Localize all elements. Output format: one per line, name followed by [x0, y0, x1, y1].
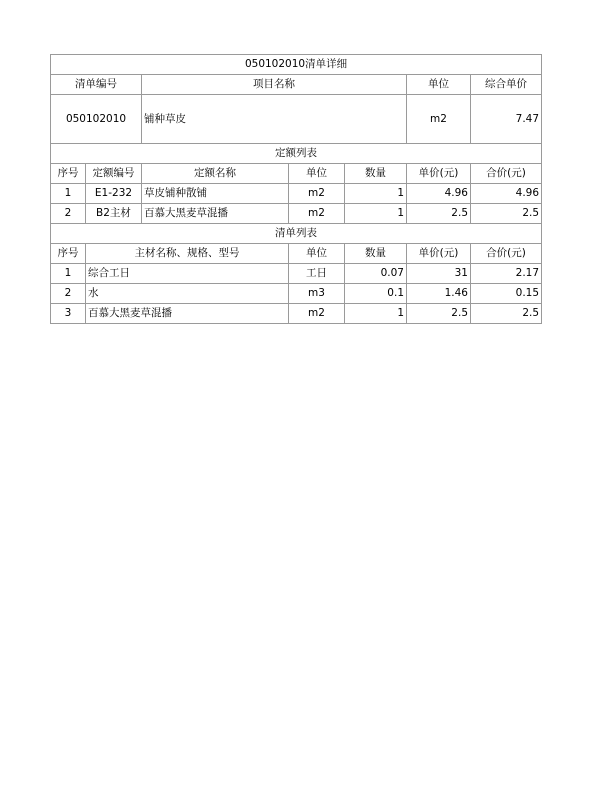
bill-detail-table	[50, 54, 542, 324]
column-header: 序号	[51, 244, 86, 264]
column-header: 单位	[289, 244, 345, 264]
cell-index: 1	[51, 184, 86, 204]
bill-header-row	[51, 75, 542, 95]
table-row	[51, 304, 542, 324]
cell-quantity: 1	[345, 304, 407, 324]
cell-total-price: 2.5	[471, 304, 542, 324]
cell-quota-name: 草皮铺种散铺	[142, 184, 289, 204]
cell-material-name: 水	[86, 284, 289, 304]
cell-quantity: 1	[345, 184, 407, 204]
cell-material-name: 百慕大黑麦草混播	[86, 304, 289, 324]
material-section-title: 清单列表	[51, 224, 542, 244]
cell-unit-price: 1.46	[407, 284, 471, 304]
cell-unit-price: 4.96	[407, 184, 471, 204]
column-header: 数量	[345, 244, 407, 264]
item-name-header: 项目名称	[142, 75, 407, 95]
cell-quantity: 1	[345, 204, 407, 224]
cell-unit: 工日	[289, 264, 345, 284]
column-header: 数量	[345, 164, 407, 184]
table-title: 050102010清单详细	[51, 55, 542, 75]
cell-total-price: 0.15	[471, 284, 542, 304]
cell-total-price: 4.96	[471, 184, 542, 204]
bill-code: 050102010	[51, 95, 142, 144]
material-header-row	[51, 244, 542, 264]
column-header: 单价(元)	[407, 164, 471, 184]
item-name: 铺种草皮	[142, 95, 407, 144]
cell-unit-price: 31	[407, 264, 471, 284]
title-row	[51, 55, 542, 75]
column-header: 合价(元)	[471, 164, 542, 184]
table-row	[51, 184, 542, 204]
cell-total-price: 2.5	[471, 204, 542, 224]
bill-row	[51, 95, 542, 144]
cell-unit-price: 2.5	[407, 204, 471, 224]
cell-unit: m2	[289, 184, 345, 204]
table-row	[51, 264, 542, 284]
unit-header: 单位	[407, 75, 471, 95]
cell-index: 3	[51, 304, 86, 324]
column-header: 单价(元)	[407, 244, 471, 264]
quota-section-row	[51, 144, 542, 164]
quota-section-title: 定额列表	[51, 144, 542, 164]
column-header: 序号	[51, 164, 86, 184]
bill-unit-price: 7.47	[471, 95, 542, 144]
cell-quota-name: 百慕大黑麦草混播	[142, 204, 289, 224]
column-header: 主材名称、规格、型号	[86, 244, 289, 264]
cell-index: 2	[51, 284, 86, 304]
cell-index: 2	[51, 204, 86, 224]
table-row	[51, 204, 542, 224]
cell-unit: m2	[289, 304, 345, 324]
column-header: 定额名称	[142, 164, 289, 184]
column-header: 单位	[289, 164, 345, 184]
bill-unit: m2	[407, 95, 471, 144]
cell-unit: m3	[289, 284, 345, 304]
cell-quantity: 0.1	[345, 284, 407, 304]
material-section-row	[51, 224, 542, 244]
bill-code-header: 清单编号	[51, 75, 142, 95]
cell-unit-price: 2.5	[407, 304, 471, 324]
cell-material-name: 综合工日	[86, 264, 289, 284]
cell-unit: m2	[289, 204, 345, 224]
table-row	[51, 284, 542, 304]
cell-quota-code: E1-232	[86, 184, 142, 204]
cell-quota-code: B2主材	[86, 204, 142, 224]
cell-quantity: 0.07	[345, 264, 407, 284]
cell-index: 1	[51, 264, 86, 284]
unit-price-header: 综合单价	[471, 75, 542, 95]
column-header: 定额编号	[86, 164, 142, 184]
cell-total-price: 2.17	[471, 264, 542, 284]
column-header: 合价(元)	[471, 244, 542, 264]
quota-header-row	[51, 164, 542, 184]
